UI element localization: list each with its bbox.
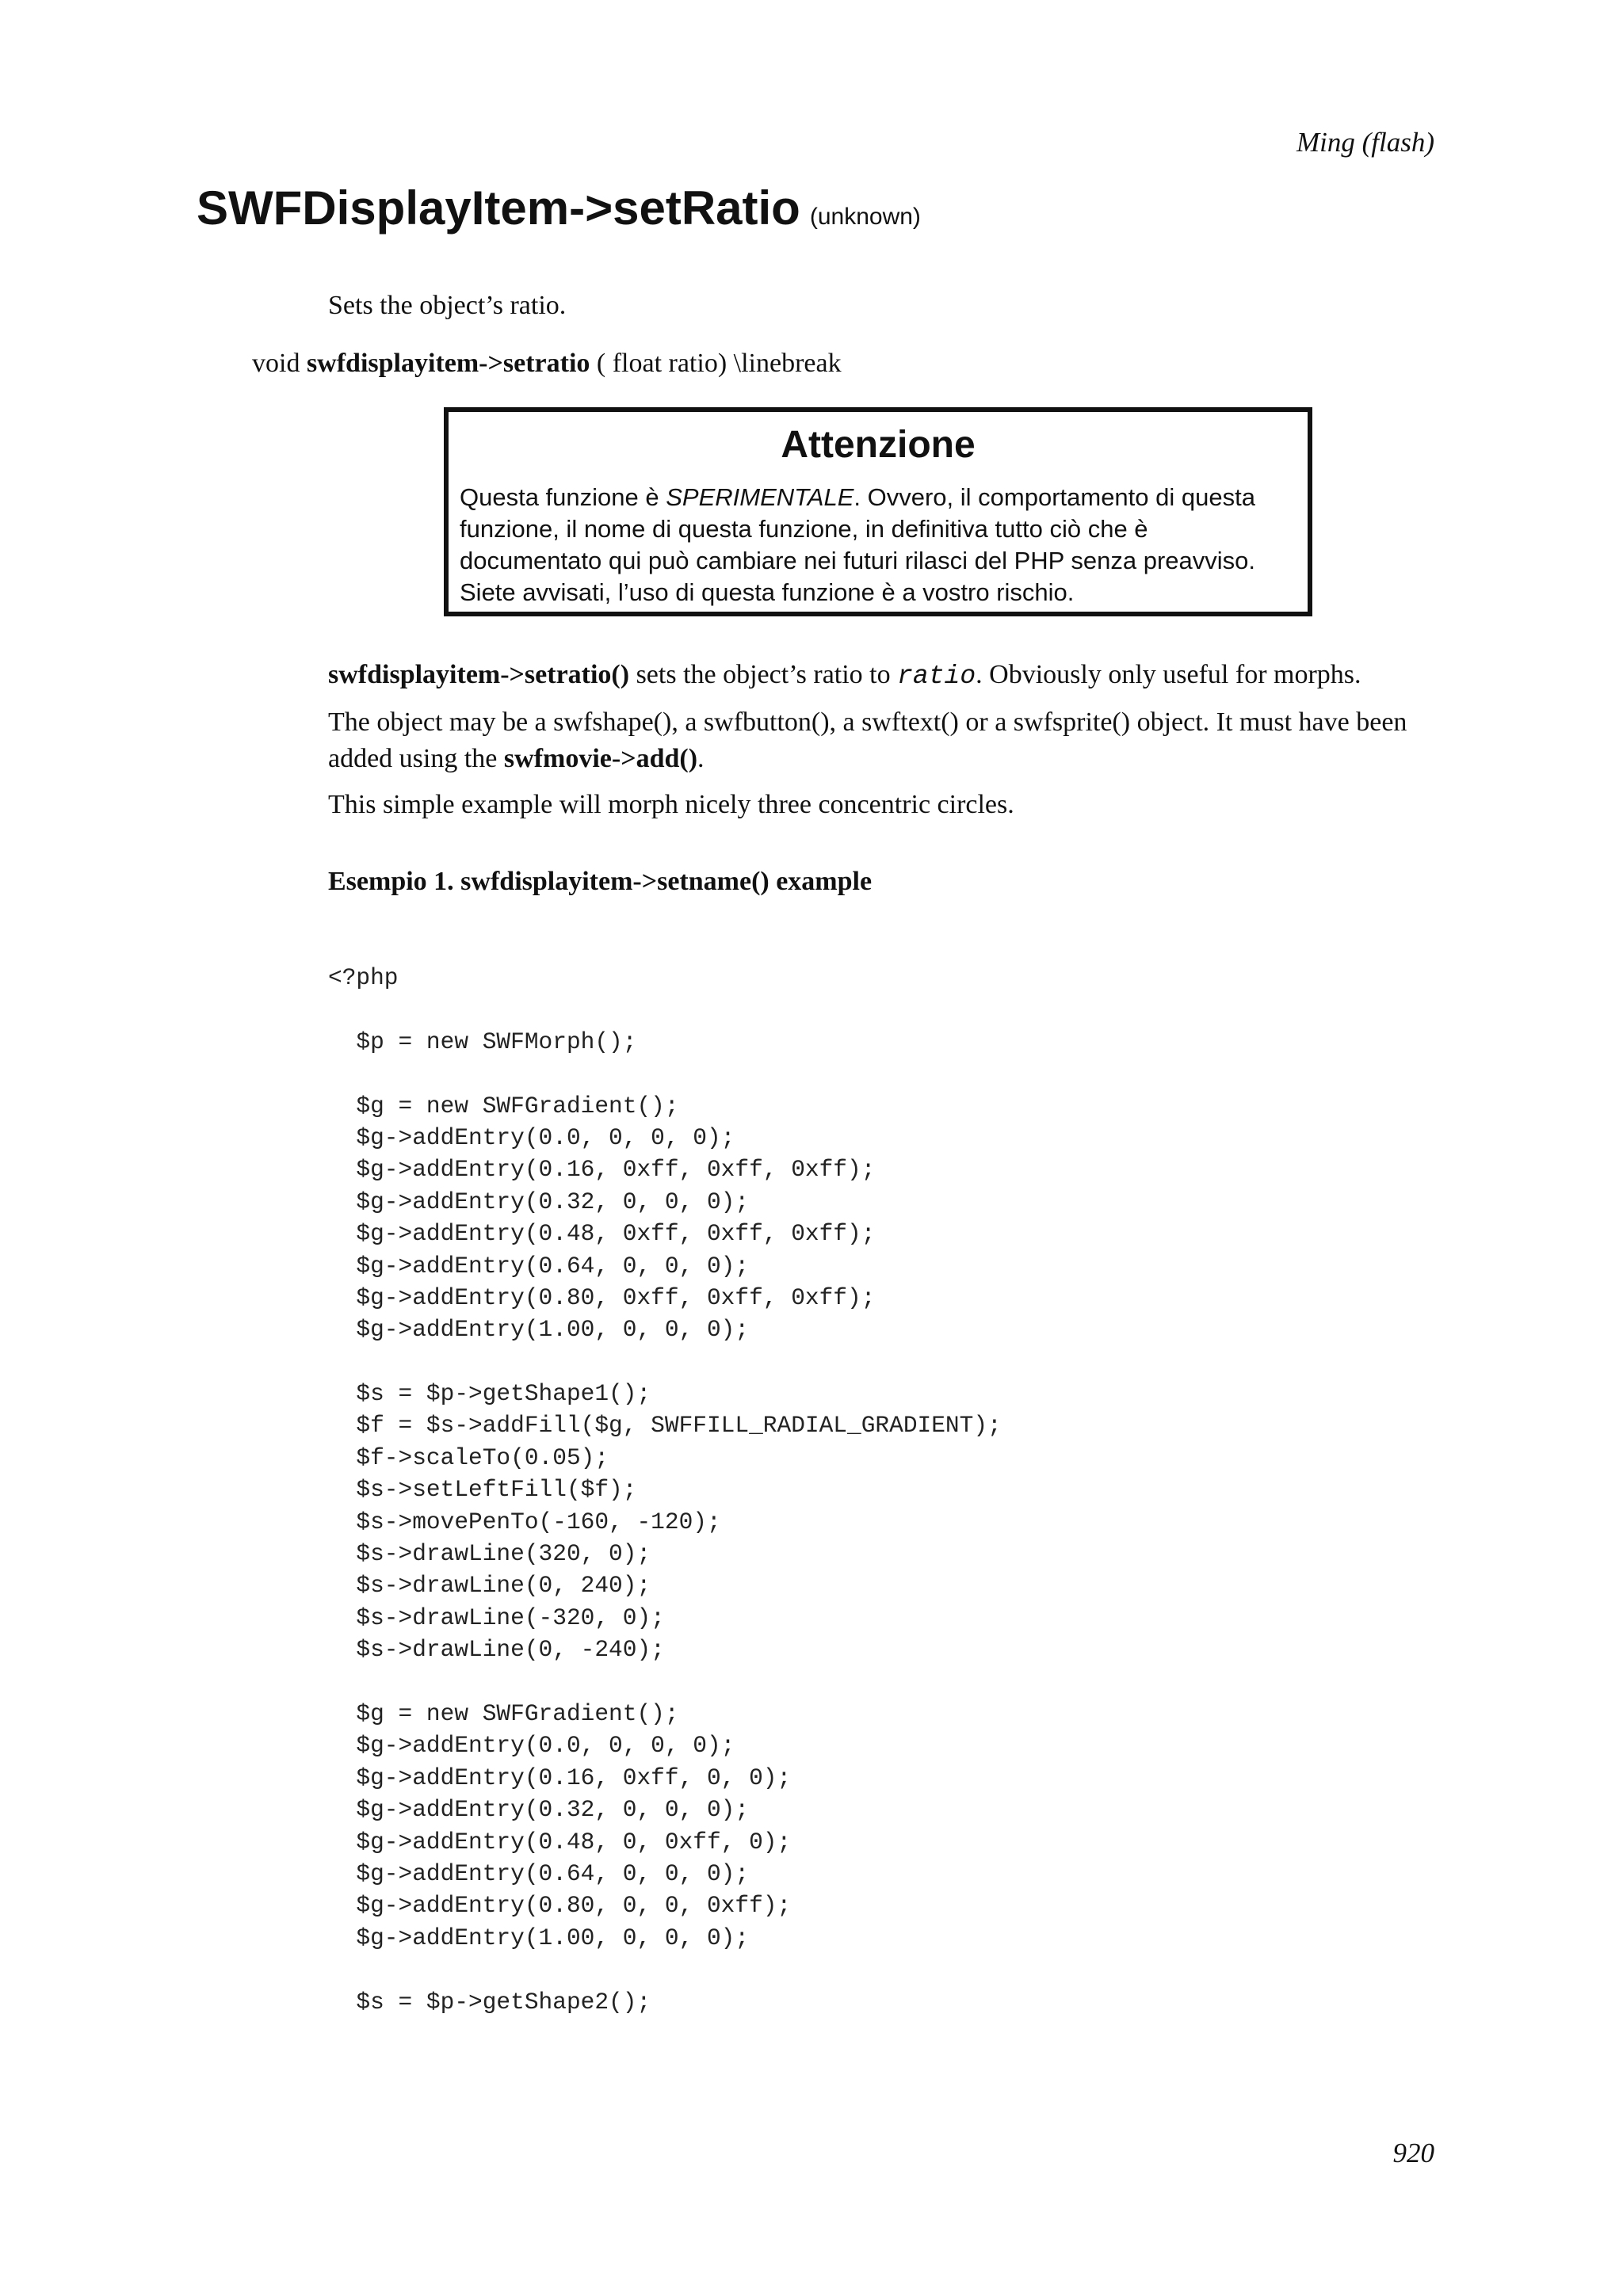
code-line: $s->drawLine(320, 0); (328, 1540, 651, 1568)
code-line (328, 1666, 1002, 1698)
object-types-paragraph (328, 704, 1438, 777)
warning-text-end: . Ovvero, il comportamento di questa funzione, il nome di questa funzione, in definitiva tutto ciò che è documentato qui può cambiare nei futuri rilasci del PHP senza preavviso. Siete avvisati, l’uso di questa funzione è a vostro rischio. (460, 483, 1256, 606)
warning-text-start: Questa funzione è (460, 483, 666, 511)
code-line: $p = new SWFMorph(); (328, 1028, 637, 1055)
object-types-text: The object may be a swfshape(), a swfbutton(), a swftext() or a swfsprite() object. It must have been added using the (328, 707, 1407, 773)
code-line: $g->addEntry(0.32, 0, 0, 0); (328, 1796, 750, 1824)
warning-box (444, 407, 1312, 616)
function-purpose: Sets the object’s ratio. (328, 291, 567, 320)
code-line: $g = new SWFGradient(); (328, 1699, 679, 1727)
object-types-text-end: . (697, 744, 705, 773)
example-title: Esempio 1. swfdisplayitem->setname() example (328, 867, 873, 896)
code-line (328, 1058, 1002, 1089)
parameter-name: ratio (897, 662, 976, 691)
running-header: Ming (flash) (1296, 127, 1434, 158)
code-line (328, 1346, 1002, 1378)
method-name: swfdisplayitem->setratio (306, 349, 590, 378)
code-line (328, 1954, 1002, 1985)
code-line: $s->setLeftFill($f); (328, 1476, 637, 1504)
code-line: $s->drawLine(-320, 0); (328, 1604, 665, 1631)
function-reference: swfdisplayitem->setratio() (328, 660, 630, 689)
description-text-end: . Obviously only useful for morphs. (976, 660, 1361, 689)
code-line (328, 994, 1002, 1025)
warning-emphasis: SPERIMENTALE (666, 483, 854, 511)
page-title (197, 181, 921, 235)
code-line: $g->addEntry(0.80, 0xff, 0xff, 0xff); (328, 1283, 876, 1311)
code-line: $f = $s->addFill($g, SWFFILL_RADIAL_GRADIENT); (328, 1412, 1002, 1440)
code-line: $g->addEntry(1.00, 0, 0, 0); (328, 1924, 750, 1951)
code-line: $s->drawLine(0, -240); (328, 1636, 665, 1664)
code-line: $g->addEntry(0.16, 0xff, 0xff, 0xff); (328, 1156, 876, 1184)
code-line: $g->addEntry(0.64, 0, 0, 0); (328, 1252, 750, 1280)
return-type: void (252, 349, 300, 378)
code-line: $s->drawLine(0, 240); (328, 1572, 651, 1600)
warning-text (460, 482, 1296, 608)
code-line: $g->addEntry(0.48, 0, 0xff, 0); (328, 1828, 792, 1855)
code-line: $s->movePenTo(-160, -120); (328, 1508, 721, 1535)
code-line: $g->addEntry(0.16, 0xff, 0, 0); (328, 1764, 792, 1791)
code-line: $g->addEntry(0.48, 0xff, 0xff, 0xff); (328, 1220, 876, 1248)
version-note: (unknown) (809, 204, 921, 230)
method-params: ( float ratio) \linebreak (596, 349, 842, 378)
add-function-reference: swfmovie->add() (503, 744, 698, 773)
code-line: $g->addEntry(0.64, 0, 0, 0); (328, 1859, 750, 1887)
description-paragraph (328, 657, 1438, 695)
code-line: $s = $p->getShape2(); (328, 1988, 651, 2016)
page-number: 920 (1392, 2138, 1434, 2168)
function-name: SWFDisplayItem->setRatio (197, 181, 800, 235)
code-line: $g->addEntry(0.0, 0, 0, 0); (328, 1123, 735, 1151)
description-text: sets the object’s ratio to (629, 660, 898, 689)
code-line: $g->addEntry(1.00, 0, 0, 0); (328, 1316, 750, 1344)
code-line: $g = new SWFGradient(); (328, 1092, 679, 1119)
code-line: <?php (328, 964, 399, 991)
code-line: $g->addEntry(0.32, 0, 0, 0); (328, 1188, 750, 1215)
code-line: $g->addEntry(0.80, 0, 0, 0xff); (328, 1892, 792, 1920)
example-intro-paragraph: This simple example will morph nicely three concentric circles. (328, 790, 1014, 819)
warning-title: Attenzione (781, 424, 976, 466)
code-line: $g->addEntry(0.0, 0, 0, 0); (328, 1732, 735, 1760)
method-synopsis (252, 350, 842, 377)
code-line: $f->scaleTo(0.05); (328, 1444, 609, 1471)
code-example (328, 962, 1002, 2018)
code-line: $s = $p->getShape1(); (328, 1380, 651, 1408)
